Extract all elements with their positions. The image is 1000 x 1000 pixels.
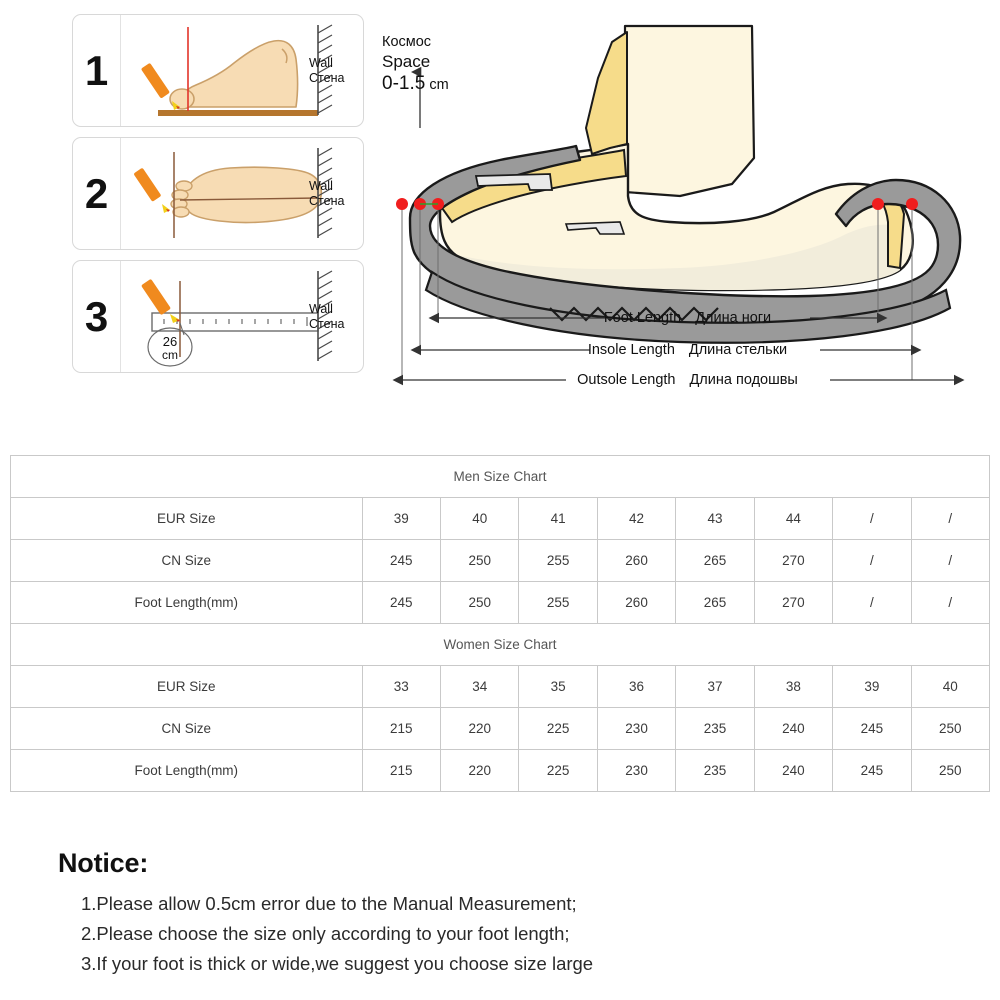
cell: 215 xyxy=(362,750,440,792)
cell: 265 xyxy=(676,540,754,582)
cell: 41 xyxy=(519,498,597,540)
table-section-header-row xyxy=(11,624,990,666)
table-row xyxy=(11,582,990,624)
cell: 42 xyxy=(597,498,675,540)
cell: 260 xyxy=(597,540,675,582)
wall-label-ru: Стена xyxy=(309,70,345,85)
cell: 225 xyxy=(519,750,597,792)
wall-label-3 xyxy=(309,302,359,332)
table-row xyxy=(11,750,990,792)
wall-label-1 xyxy=(309,56,359,86)
size-chart-table xyxy=(10,455,990,792)
cell: / xyxy=(911,540,989,582)
cell: 43 xyxy=(676,498,754,540)
cell: 235 xyxy=(676,750,754,792)
dim-en: Insole Length xyxy=(587,342,675,358)
row-label: CN Size xyxy=(11,708,363,750)
step-card-1 xyxy=(72,14,364,127)
cell: 40 xyxy=(911,666,989,708)
wall-label-en: Wall xyxy=(309,55,333,70)
pencil-icon xyxy=(133,168,170,213)
cell: 36 xyxy=(597,666,675,708)
callout-value-number: 26 xyxy=(162,334,178,349)
notice-title: Notice: xyxy=(58,848,149,878)
cell: / xyxy=(911,582,989,624)
row-label: Foot Length(mm) xyxy=(11,582,363,624)
size-chart-body xyxy=(11,456,990,792)
space-label-ru: Космос xyxy=(382,34,432,50)
step-card-3 xyxy=(72,260,364,373)
cell: 270 xyxy=(754,540,832,582)
table-row xyxy=(11,708,990,750)
cell: 44 xyxy=(754,498,832,540)
step-number: 1 xyxy=(73,15,121,126)
wall-label-2 xyxy=(309,179,359,209)
cell: 34 xyxy=(441,666,519,708)
wall-label-ru: Стена xyxy=(309,193,345,208)
notice-section xyxy=(58,848,958,979)
step-number: 3 xyxy=(73,261,121,372)
cell: / xyxy=(833,540,911,582)
shoe-cutaway-illustration xyxy=(380,8,995,398)
space-label-value xyxy=(382,72,449,95)
cell: 230 xyxy=(597,750,675,792)
dim-ru: Длина подошвы xyxy=(689,372,798,388)
space-annotation xyxy=(382,34,449,96)
notice-item: 1.Please allow 0.5cm error due to the Manual Measurement; xyxy=(81,893,577,914)
row-label: EUR Size xyxy=(11,498,363,540)
dim-en: Foot Length xyxy=(603,310,682,326)
cell: 245 xyxy=(833,750,911,792)
table-row xyxy=(11,498,990,540)
cell: 240 xyxy=(754,708,832,750)
wall-label-ru: Стена xyxy=(309,316,345,331)
space-label-en: Space xyxy=(382,51,431,71)
shoe-measurement-diagram xyxy=(380,8,995,398)
cell: 255 xyxy=(519,540,597,582)
wall-label-en: Wall xyxy=(309,178,333,193)
cell: 220 xyxy=(441,708,519,750)
cell: 245 xyxy=(833,708,911,750)
space-value-unit: cm xyxy=(425,77,449,94)
notice-item: 2.Please choose the size only according to your foot length; xyxy=(81,922,570,944)
cell: 33 xyxy=(362,666,440,708)
step-card-2 xyxy=(72,137,364,250)
dim-ru: Длина ноги xyxy=(695,310,772,326)
cell: 39 xyxy=(833,666,911,708)
cell: 40 xyxy=(441,498,519,540)
space-value-number: 0-1.5 xyxy=(382,73,426,95)
dim-ru: Длина стельки xyxy=(688,342,788,358)
cell: 245 xyxy=(362,582,440,624)
cell: 35 xyxy=(519,666,597,708)
cell: 215 xyxy=(362,708,440,750)
cell: 270 xyxy=(754,582,832,624)
table-section-header-row xyxy=(11,456,990,498)
cell: 38 xyxy=(754,666,832,708)
row-label: CN Size xyxy=(11,540,363,582)
cell: 240 xyxy=(754,750,832,792)
cell: 37 xyxy=(676,666,754,708)
cell: / xyxy=(833,582,911,624)
row-label: Foot Length(mm) xyxy=(11,750,363,792)
cell: 230 xyxy=(597,708,675,750)
cell: 250 xyxy=(911,708,989,750)
cell: 235 xyxy=(676,708,754,750)
cell: 250 xyxy=(441,582,519,624)
measure-steps xyxy=(72,14,364,383)
cell: 250 xyxy=(911,750,989,792)
pencil-icon xyxy=(141,63,180,110)
women-size-chart-title: Women Size Chart xyxy=(11,624,990,666)
cell: 39 xyxy=(362,498,440,540)
step-number: 2 xyxy=(73,138,121,249)
cell: / xyxy=(911,498,989,540)
cell: 245 xyxy=(362,540,440,582)
cell: 225 xyxy=(519,708,597,750)
cell: 260 xyxy=(597,582,675,624)
cell: 255 xyxy=(519,582,597,624)
cell: 220 xyxy=(441,750,519,792)
table-row xyxy=(11,540,990,582)
notice-list xyxy=(58,889,958,979)
notice-item: 3.If your foot is thick or wide,we suggest you choose size large xyxy=(81,952,594,974)
men-size-chart-title: Men Size Chart xyxy=(11,456,990,498)
wall-label-en: Wall xyxy=(309,301,333,316)
cell: 265 xyxy=(676,582,754,624)
row-label: EUR Size xyxy=(11,666,363,708)
table-row xyxy=(11,666,990,708)
cell: 250 xyxy=(441,540,519,582)
cell: / xyxy=(833,498,911,540)
dim-en: Outsole Length xyxy=(577,372,676,388)
callout-value-unit: cm xyxy=(162,348,178,362)
